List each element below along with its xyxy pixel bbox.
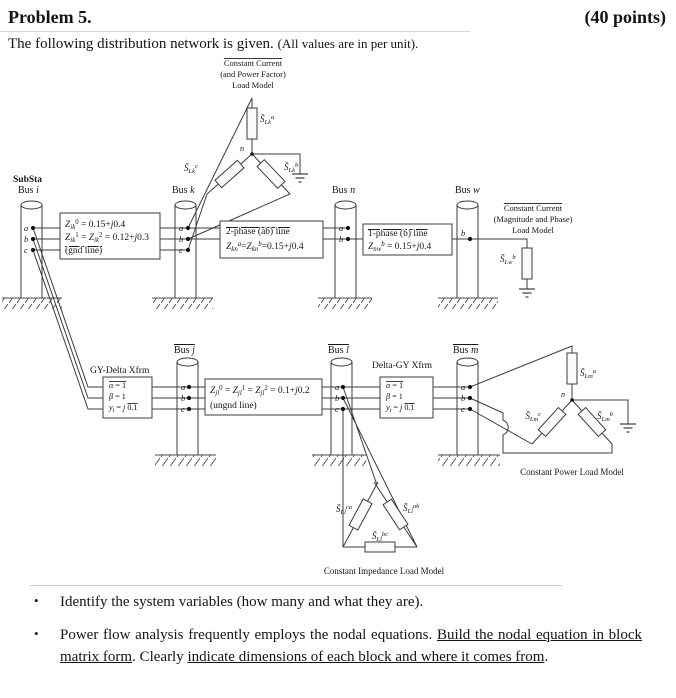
load-label-sll-bc: $S̄_{Ll}^{bc}$ xyxy=(371,530,389,544)
intro-paren: (All values are in per unit). xyxy=(277,36,419,51)
bus-n-label: Bus n xyxy=(332,185,356,196)
loadw-heading-2: (Magnitude and Phase) xyxy=(493,214,573,224)
phase-a-label: a xyxy=(24,223,29,233)
loadk-heading-1: Constant Current xyxy=(223,58,283,68)
bus-l-label: Bus l xyxy=(328,345,349,356)
load-label-slm-c: $S̄_{Lm}^c$ xyxy=(525,410,541,424)
line-nw-impedance: $Z_{nw}^b = 0.15+j0.4$ xyxy=(368,240,432,254)
load-label-slw-b: $S̄_{Lw}^b$ xyxy=(500,253,516,267)
phase-b-label: b xyxy=(335,393,340,403)
list-item xyxy=(34,625,642,669)
header xyxy=(0,0,676,28)
bus-j-label: Bus j xyxy=(174,345,195,356)
phase-a-label: a xyxy=(181,382,186,392)
line-jl-impedance: $Z_{jl}^0 = Z_{jl}^1 = Z_{jl}^2 = 0.1+j0.2$ xyxy=(210,384,310,398)
substa-label: SubSta xyxy=(13,175,43,185)
bus-m-label: Bus m xyxy=(453,345,479,356)
load-resistors xyxy=(215,108,606,552)
intro-main: The following distribution network is given. xyxy=(8,36,274,52)
loadw-heading-1: Constant Current xyxy=(503,203,563,213)
line-jl-note: (ungnd line) xyxy=(210,401,257,411)
constant-power-caption: Constant Power Load Model xyxy=(520,467,624,477)
loadk-heading-2: (and Power Factor) xyxy=(220,69,286,79)
phase-a-label: a xyxy=(461,382,466,392)
line-ik-note: (gnd line) xyxy=(65,246,103,256)
load-label-slk-a: $S̄_{Lk}^a$ xyxy=(260,113,275,127)
phase-a-label: a xyxy=(179,223,184,233)
phase-b-label: b xyxy=(461,393,466,403)
load-label-sll-ab: $S̄_{Ll}^{ab}$ xyxy=(403,502,420,516)
phase-a-label: a xyxy=(335,382,340,392)
wiring xyxy=(33,98,628,547)
phase-b-label: b xyxy=(179,234,184,244)
xfrm-beta: β = 1 xyxy=(386,392,403,401)
phase-c-label: c xyxy=(181,404,185,414)
line-ik-impedance-12: $Z_{ik}^1 = Z_{ik}^2 = 0.12+j0.3$ xyxy=(65,231,150,245)
xfrm-yt: $y_t = j$ 0.1 xyxy=(386,403,415,415)
points-label: (40 points) xyxy=(584,7,666,27)
load-label-sll-ca: $S̄_{Ll}^{ca}$ xyxy=(335,503,352,517)
bullet-marker: • xyxy=(34,593,39,608)
line-nw-title: 1-phase (b) line xyxy=(368,229,428,239)
load-label-slk-b: $S̄_{Lk}^b$ xyxy=(284,161,299,175)
intro-text xyxy=(0,32,676,53)
network-diagram xyxy=(0,53,676,581)
neutral-node-label: n xyxy=(240,144,244,153)
xfrm-alpha: α = 1 xyxy=(109,381,127,390)
task-2-text: Power flow analysis frequently employs the nodal equations. Build the nodal equation in block matrix form. Clearly indicate dimensions of each block and where it comes from. xyxy=(60,626,642,665)
load-label-slm-b: $S̄_{Lm}^b$ xyxy=(597,410,614,424)
bus-i-label: Bus i xyxy=(18,185,39,196)
bullet-marker: • xyxy=(34,625,39,641)
phase-a-label: a xyxy=(339,223,344,233)
load-label-slm-a: $S̄_{Lm}^a$ xyxy=(580,367,597,381)
list-item xyxy=(34,592,642,614)
xfrm-yt: $y_t = j$ 0.1 xyxy=(109,403,138,415)
problem-title: Problem 5. xyxy=(8,7,92,27)
phase-b-label: b xyxy=(24,234,29,244)
line-kn-title: 2-phase (ab) line xyxy=(226,227,290,237)
phase-b-label: b xyxy=(461,228,466,238)
phase-b-label: b xyxy=(339,234,344,244)
load-label-slk-c: $S̄_{Lk}^c$ xyxy=(184,162,198,176)
bus-k-label: Bus k xyxy=(172,185,195,196)
phase-c-label: c xyxy=(335,404,339,414)
constant-impedance-caption: Constant Impedance Load Model xyxy=(323,566,445,576)
loadk-heading-3: Load Model xyxy=(232,80,274,90)
xfrm-delta-gy-label: Delta-GY Xfrm xyxy=(372,361,433,371)
phase-c-label: c xyxy=(179,245,183,255)
task-1-text: Identify the system variables (how many and what they are). xyxy=(60,594,424,610)
phase-c-label: c xyxy=(461,404,465,414)
xfrm-beta: β = 1 xyxy=(109,392,126,401)
loadw-heading-3: Load Model xyxy=(512,225,554,235)
bus-w-label: Bus w xyxy=(455,185,480,196)
xfrm-gy-delta-label: GY-Delta Xfrm xyxy=(90,366,150,376)
xfrm-alpha: α = 1 xyxy=(386,381,404,390)
phase-c-label: c xyxy=(24,245,28,255)
phase-b-label: b xyxy=(181,393,186,403)
task-list xyxy=(0,586,676,668)
neutral-node-label: n xyxy=(561,390,565,399)
line-kn-impedance: $Z_{kn}^a=Z_{kn}^b=0.15+j0.4$ xyxy=(226,240,304,254)
line-ik-impedance-0: $Z_{ik}^0 = 0.15+j0.4$ xyxy=(65,218,126,232)
